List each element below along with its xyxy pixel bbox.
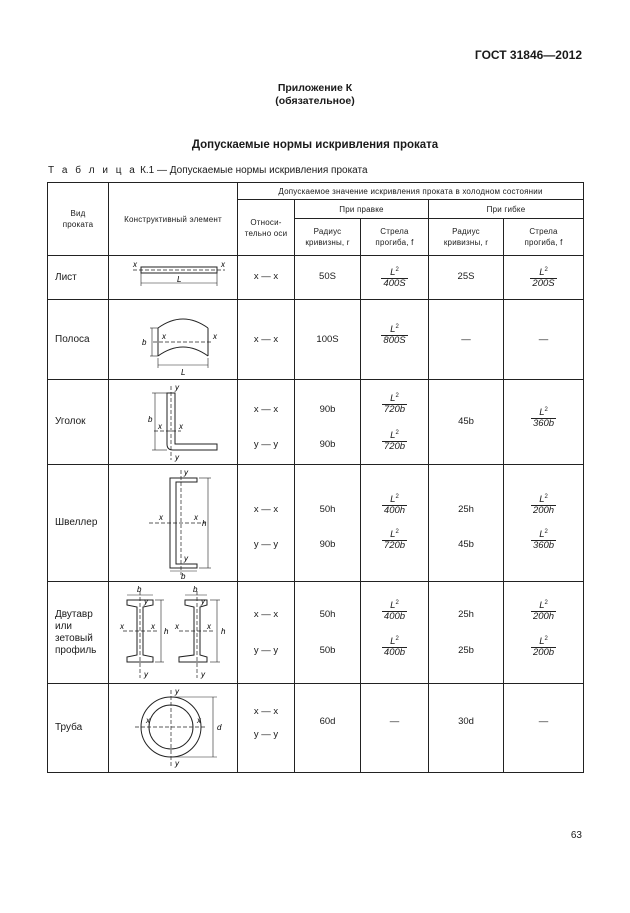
table-row xyxy=(48,465,584,582)
axis-label: y xyxy=(184,468,188,477)
appendix-status: (обязательное) xyxy=(275,95,355,107)
page-number: 63 xyxy=(570,830,582,841)
gb-radius-value: 25h xyxy=(458,504,474,515)
axis-label: x xyxy=(179,422,183,431)
sag-numerator: L xyxy=(390,393,396,405)
axis-label: x xyxy=(207,622,211,631)
dim-label: h xyxy=(221,627,226,636)
axis-label: x xyxy=(221,260,225,269)
sag-exponent: 2 xyxy=(544,267,548,273)
table-row xyxy=(48,380,584,465)
sag-numerator: L xyxy=(390,600,396,612)
axis-label: x xyxy=(159,513,163,522)
pr-radius-value: 90b xyxy=(319,439,336,450)
figure-channel xyxy=(109,465,238,582)
dim-label: L xyxy=(181,368,186,377)
axis-label: y xyxy=(175,383,179,392)
sag-fraction xyxy=(361,322,428,346)
gb-radius-value: 25h xyxy=(458,609,474,620)
sag-exponent: 2 xyxy=(395,494,399,500)
pr-radius-value: 60d xyxy=(319,716,336,727)
sag-numerator: L xyxy=(390,636,396,648)
sag-fraction xyxy=(361,598,428,622)
gb-radius-value: 25b xyxy=(458,645,474,656)
table-caption xyxy=(48,165,368,176)
sag-fraction xyxy=(361,391,428,415)
pr-radius-cell xyxy=(295,684,361,773)
dim-label: d xyxy=(217,723,222,732)
sag-fraction xyxy=(504,598,583,622)
gb-sag-cell xyxy=(504,256,584,300)
axis-label: y xyxy=(144,670,148,679)
sag-denominator: 720b xyxy=(383,540,406,552)
gb-radius-cell xyxy=(429,465,504,582)
figure-strip xyxy=(109,300,238,380)
sag-denominator: 800S xyxy=(383,335,406,347)
row-name-strip: Полоса xyxy=(48,300,109,380)
gb-radius-value: — xyxy=(461,334,471,345)
pr-radius-cell xyxy=(295,300,361,380)
axis-cell xyxy=(238,465,295,582)
sag-exponent: 2 xyxy=(395,324,399,330)
pr-radius-cell xyxy=(295,582,361,684)
sag-exponent: 2 xyxy=(395,393,399,399)
sag-denominator: 200h xyxy=(532,611,555,623)
gb-radius-value: 45b xyxy=(458,416,474,427)
header-axis: Относи-тельно оси xyxy=(238,200,295,256)
sag-numerator: L xyxy=(539,407,545,419)
sag-exponent: 2 xyxy=(544,407,548,413)
pr-radius-cell xyxy=(295,256,361,300)
gb-radius-cell xyxy=(429,256,504,300)
pr-radius-value: 50h xyxy=(319,504,336,515)
row-name-channel: Швеллер xyxy=(48,465,109,582)
axis-label: y xyxy=(175,453,179,462)
sag-denominator: 200h xyxy=(532,505,555,517)
axis-label: x xyxy=(197,716,201,725)
table-row xyxy=(48,582,584,684)
gb-radius-cell xyxy=(429,684,504,773)
pr-radius-value: 100S xyxy=(316,334,339,345)
axis-label: y xyxy=(144,597,148,606)
sag-exponent: 2 xyxy=(544,600,548,606)
sag-fraction xyxy=(504,527,583,551)
pr-radius-value: 50b xyxy=(319,645,336,656)
pr-radius-cell xyxy=(295,465,361,582)
gb-sag-cell xyxy=(504,465,584,582)
axis-label: x xyxy=(162,332,166,341)
sag-fraction xyxy=(361,492,428,516)
header-element: Конструктивный элемент xyxy=(109,183,238,256)
figure-ibeam xyxy=(109,582,238,684)
sag-fraction xyxy=(361,428,428,452)
gb-radius-cell xyxy=(429,300,504,380)
dim-label: h xyxy=(202,519,207,528)
axis-value: x — x xyxy=(253,404,279,415)
axis-label: y xyxy=(175,759,179,768)
sag-numerator: L xyxy=(539,267,545,279)
sag-numerator: L xyxy=(539,494,545,506)
header-allowed: Допускаемое значение искривления проката в холодном состоянии xyxy=(238,183,584,200)
table-row xyxy=(48,684,584,773)
sag-exponent: 2 xyxy=(544,494,548,500)
sag-fraction xyxy=(504,265,583,289)
pr-radius-value: 90b xyxy=(319,404,336,415)
sag-fraction xyxy=(361,527,428,551)
sag-exponent: 2 xyxy=(544,529,548,535)
table-caption-prefix: Т а б л и ц а xyxy=(48,165,138,176)
table-caption-text: К.1 — Допускаемые нормы искривления проката xyxy=(140,165,368,176)
sag-numerator: L xyxy=(390,267,396,279)
axis-value: y — y xyxy=(253,645,279,656)
axis-cell xyxy=(238,256,295,300)
gb-radius-value: 25S xyxy=(457,271,475,282)
header-straightening: При правке xyxy=(295,200,429,219)
dim-label: b xyxy=(181,572,186,581)
sag-denominator: 400h xyxy=(383,505,406,517)
sag-exponent: 2 xyxy=(395,267,399,273)
sag-exponent: 2 xyxy=(544,636,548,642)
axis-label: x xyxy=(194,513,198,522)
row-name-pipe: Труба xyxy=(48,684,109,773)
axis-value: y — y xyxy=(253,729,279,740)
axis-value: x — x xyxy=(253,609,279,620)
sag-denominator: 720b xyxy=(383,404,406,416)
sag-fraction xyxy=(361,265,428,289)
sag-numerator: L xyxy=(539,529,545,541)
row-name-angle: Уголок xyxy=(48,380,109,465)
gb-sag-cell xyxy=(504,300,584,380)
dim-label: b xyxy=(137,585,142,594)
dim-label: b xyxy=(142,338,147,347)
angle-diagram xyxy=(109,380,238,465)
axis-value: x — x xyxy=(253,504,279,515)
channel-diagram xyxy=(109,465,238,582)
header-radius-straightening: Радиус кривизны, r xyxy=(295,219,361,256)
axis-label: x xyxy=(175,622,179,631)
axis-cell xyxy=(238,380,295,465)
pr-sag-cell xyxy=(361,582,429,684)
axis-label: y xyxy=(184,554,188,563)
appendix-title: Приложение К xyxy=(277,82,353,94)
curvature-table xyxy=(47,182,584,773)
gb-radius-value: 45b xyxy=(458,539,474,550)
sag-numerator: L xyxy=(390,324,396,336)
row-name-ibeam: Двутавр или зетовый профиль xyxy=(48,582,109,684)
sag-numerator: L xyxy=(390,430,396,442)
header-bending: При гибке xyxy=(429,200,584,219)
gb-sag-cell xyxy=(504,380,584,465)
axis-value: x — x xyxy=(253,334,279,345)
gb-radius-cell xyxy=(429,380,504,465)
sag-denominator: 720b xyxy=(383,441,406,453)
axis-label: x xyxy=(213,332,217,341)
table-row xyxy=(48,300,584,380)
axis-label: y xyxy=(175,687,179,696)
header-radius-bending: Радиус кривизны, r xyxy=(429,219,504,256)
sag-fraction xyxy=(504,492,583,516)
dim-label: b xyxy=(148,415,153,424)
pr-sag-cell xyxy=(361,465,429,582)
axis-value: x — x xyxy=(253,271,279,282)
pr-sag-cell xyxy=(361,684,429,773)
pipe-diagram xyxy=(109,684,238,773)
sag-denominator: 200S xyxy=(532,278,555,290)
header-sag-bending: Стрела прогиба, f xyxy=(504,219,584,256)
sag-denominator: 400S xyxy=(383,278,406,290)
header-type: Вид проката xyxy=(48,183,109,256)
figure-sheet xyxy=(109,256,238,300)
dim-label: h xyxy=(164,627,169,636)
axis-label: y xyxy=(201,597,205,606)
sag-fraction xyxy=(504,634,583,658)
axis-label: x xyxy=(133,260,137,269)
pr-radius-value: 90b xyxy=(319,539,336,550)
sag-fraction xyxy=(361,634,428,658)
sag-exponent: 2 xyxy=(395,430,399,436)
gb-sag-value: — xyxy=(538,334,549,345)
pr-radius-cell xyxy=(295,380,361,465)
axis-value: y — y xyxy=(253,439,279,450)
sag-exponent: 2 xyxy=(395,636,399,642)
sag-denominator: 400b xyxy=(383,611,406,623)
sag-numerator: L xyxy=(390,529,396,541)
axis-label: y xyxy=(201,670,205,679)
axis-value: x — x xyxy=(253,706,279,717)
sag-denominator: 200b xyxy=(532,647,555,659)
document-header: ГОСТ 31846—2012 xyxy=(474,48,582,62)
axis-value: y — y xyxy=(253,539,279,550)
sag-exponent: 2 xyxy=(395,529,399,535)
sag-denominator: 360b xyxy=(532,540,555,552)
row-name-sheet: Лист xyxy=(48,256,109,300)
table-row xyxy=(48,256,584,300)
gb-radius-value: 30d xyxy=(458,716,474,727)
axis-cell xyxy=(238,684,295,773)
sheet-diagram xyxy=(109,256,238,300)
gb-sag-cell xyxy=(504,684,584,773)
gb-sag-value: — xyxy=(538,716,549,727)
dim-label: b xyxy=(193,585,198,594)
pr-sag-value: — xyxy=(389,716,400,727)
axis-label: x xyxy=(146,716,150,725)
sag-denominator: 400b xyxy=(383,647,406,659)
gb-sag-cell xyxy=(504,582,584,684)
figure-pipe xyxy=(109,684,238,773)
pr-radius-value: 50S xyxy=(319,271,336,282)
sag-fraction xyxy=(504,405,583,429)
sag-numerator: L xyxy=(539,600,545,612)
pr-radius-value: 50h xyxy=(319,609,336,620)
ibeam-diagram xyxy=(109,582,238,684)
section-title: Допускаемые нормы искривления проката xyxy=(191,139,439,151)
sag-denominator: 360b xyxy=(532,418,555,430)
sag-numerator: L xyxy=(539,636,545,648)
pr-sag-cell xyxy=(361,300,429,380)
dim-label: L xyxy=(177,275,182,284)
pr-sag-cell xyxy=(361,256,429,300)
axis-label: x xyxy=(120,622,124,631)
strip-diagram xyxy=(109,300,238,380)
header-sag-straightening: Стрела прогиба, f xyxy=(361,219,429,256)
sag-exponent: 2 xyxy=(395,600,399,606)
figure-angle xyxy=(109,380,238,465)
sag-numerator: L xyxy=(390,494,396,506)
axis-label: x xyxy=(158,422,162,431)
axis-label: x xyxy=(151,622,155,631)
axis-cell xyxy=(238,582,295,684)
gb-radius-cell xyxy=(429,582,504,684)
pr-sag-cell xyxy=(361,380,429,465)
axis-cell xyxy=(238,300,295,380)
